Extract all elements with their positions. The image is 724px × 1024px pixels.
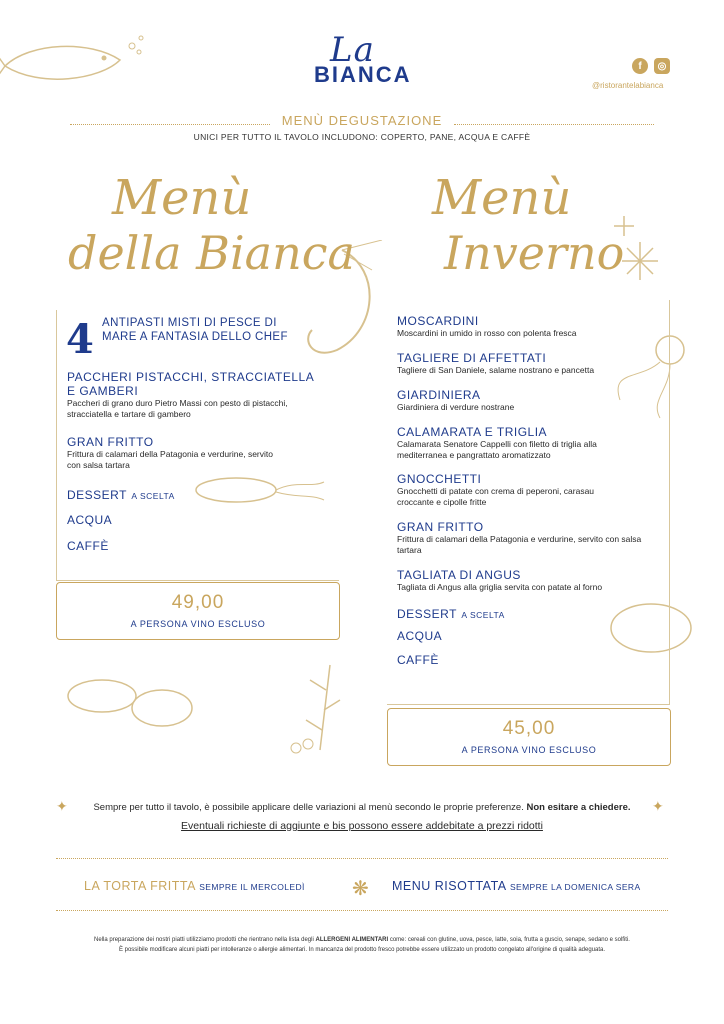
menu-right-title-line1: Menù [432,170,572,226]
facebook-icon[interactable]: f [632,58,648,74]
item-title: MOSCARDINI [397,314,479,328]
menu-risottata-note: SEMPRE LA DOMENICA SERA [509,882,641,892]
allergy-disclaimer [60,935,664,955]
ornament-right-icon: ✦ [652,798,664,814]
item-title: CALAMARATA E TRIGLIA [397,425,548,439]
footer-divider-top [56,858,668,859]
variations-text: Sempre per tutto il tavolo, è possibile applicare delle variazioni al menù secondo le proprie preferenze. [93,802,524,813]
footer-divider-bottom [56,910,668,911]
menu-left-dessert [67,486,175,504]
item-title: TAGLIATA DI ANGUS [397,568,521,582]
dessert-note: A SCELTA [461,610,505,620]
allergy-text-3: È possibile modificare alcuni piatti per intolleranze o allergie alimentari. In mancanza del prodotto fresco potrebbe essere utilizzato un prodotto congelato all'origine di qualità adeguata. [118,947,606,953]
item-desc: Gnocchetti di patate con crema di peperoni, carasau croccante e cipolle fritte [397,486,595,507]
menu-right-dessert [397,605,505,623]
fish-illustration [0,28,160,98]
item-title: GRAN FRITTO [397,520,484,534]
menu-left-caffe: CAFFÈ [67,539,109,553]
menu-left-price-box [56,582,340,640]
page-title: MENÙ DEGUSTAZIONE [281,113,443,128]
menu-right-title-line2: Inverno [444,226,625,280]
item-desc: Paccheri di grano duro Pietro Massi con pesto di pistacchi, stracciatella e tartare di gambero [67,398,288,419]
menu-left-item [67,435,277,471]
menu-left-price: 49,00 [171,592,225,613]
variations-note [0,802,724,813]
item-desc: Calamarata Senatore Cappelli con filetto di triglia alla mediterranea e pangrattato aromatizzato [397,439,597,460]
antipasti-count: 4 [66,316,94,363]
page-subtitle: UNICI PER TUTTO IL TAVOLO INCLUDONO: COPERTO, PANE, ACQUA E CAFFÈ [193,132,531,142]
mussel-illustration [62,664,202,734]
ornament-left-icon: ✦ [56,798,68,814]
item-title: GNOCCHETTI [397,472,482,486]
menu-right-price: 45,00 [502,718,556,739]
menu-left-title-line1: Menù [112,170,252,226]
menu-right-item [397,472,625,508]
item-title: GIARDINIERA [397,388,481,402]
item-desc: Tagliere di San Daniele, salame nostrano e pancetta [397,365,595,375]
menu-left-item [67,370,317,420]
dessert-label: DESSERT [67,488,127,502]
menu-right-item [397,520,657,556]
menu-right-item [397,568,657,593]
social-handle: @ristorantelabianca [592,81,664,90]
allergy-text-2: come: cereali con glutine, uova, pesce, latte, soia, frutta a guscio, senape, sedano e solfiti. [389,937,630,943]
torta-fritta-note: SEMPRE IL MERCOLEDÌ [199,882,305,892]
instagram-icon[interactable]: ◎ [654,58,670,74]
menu-right-item [397,314,657,339]
item-desc: Tagliata di Angus alla griglia servita con patate al forno [397,582,603,592]
item-desc: Moscardini in umido in rosso con polenta fresca [397,328,577,338]
item-title: PACCHERI PISTACCHI, STRACCIATELLA E GAMBERI [67,370,314,398]
menu-right-price-note: A PERSONA VINO ESCLUSO [461,745,597,755]
item-title: TAGLIERE DI AFFETTATI [397,351,547,365]
menu-right-item [397,388,657,413]
ornament-center-icon: ❋ [352,878,369,900]
item-desc: Frittura di calamari della Patagonia e verdurine, servito con salsa tartara [67,449,273,470]
menu-left-title-line2: della Bianca [68,226,355,280]
menu-right-item [397,425,627,461]
social-links [632,58,670,74]
menu-right-item [397,351,657,376]
item-title: GRAN FRITTO [67,435,154,449]
menu-left-price-note: A PERSONA VINO ESCLUSO [130,619,266,629]
allergy-text-1: Nella preparazione dei nostri piatti utilizziamo prodotti che rientrano nella lista degli [94,937,314,943]
allergy-emphasis: ALLERGENI ALIMENTARI [315,937,389,943]
logo-la: La [330,30,375,70]
menu-right-caffe: CAFFÈ [397,653,439,667]
dessert-note: A SCELTA [131,491,175,501]
torta-fritta [84,879,305,893]
menu-right-acqua: ACQUA [397,629,443,643]
herb-illustration [280,660,360,760]
menu-risottata [392,879,641,893]
extras-note: Eventuali richieste di aggiunte e bis possono essere addebitate a prezzi ridotti [181,820,543,832]
antipasti-title: ANTIPASTI MISTI DI PESCE DI MARE A FANTASIA DELLO CHEF [102,317,288,343]
logo-bianca: BIANCA [314,62,412,87]
item-desc: Giardiniera di verdure nostrane [397,402,515,412]
menu-risottata-label: MENU RISOTTATA [392,879,506,893]
dessert-label: DESSERT [397,607,457,621]
item-desc: Frittura di calamari della Patagonia e verdurine, servito con salsa tartara [397,534,642,555]
variations-emphasis: Non esitare a chiedere. [526,802,631,813]
menu-left-acqua: ACQUA [67,513,113,527]
menu-right-price-box [387,708,671,766]
torta-fritta-label: LA TORTA FRITTA [84,879,196,893]
